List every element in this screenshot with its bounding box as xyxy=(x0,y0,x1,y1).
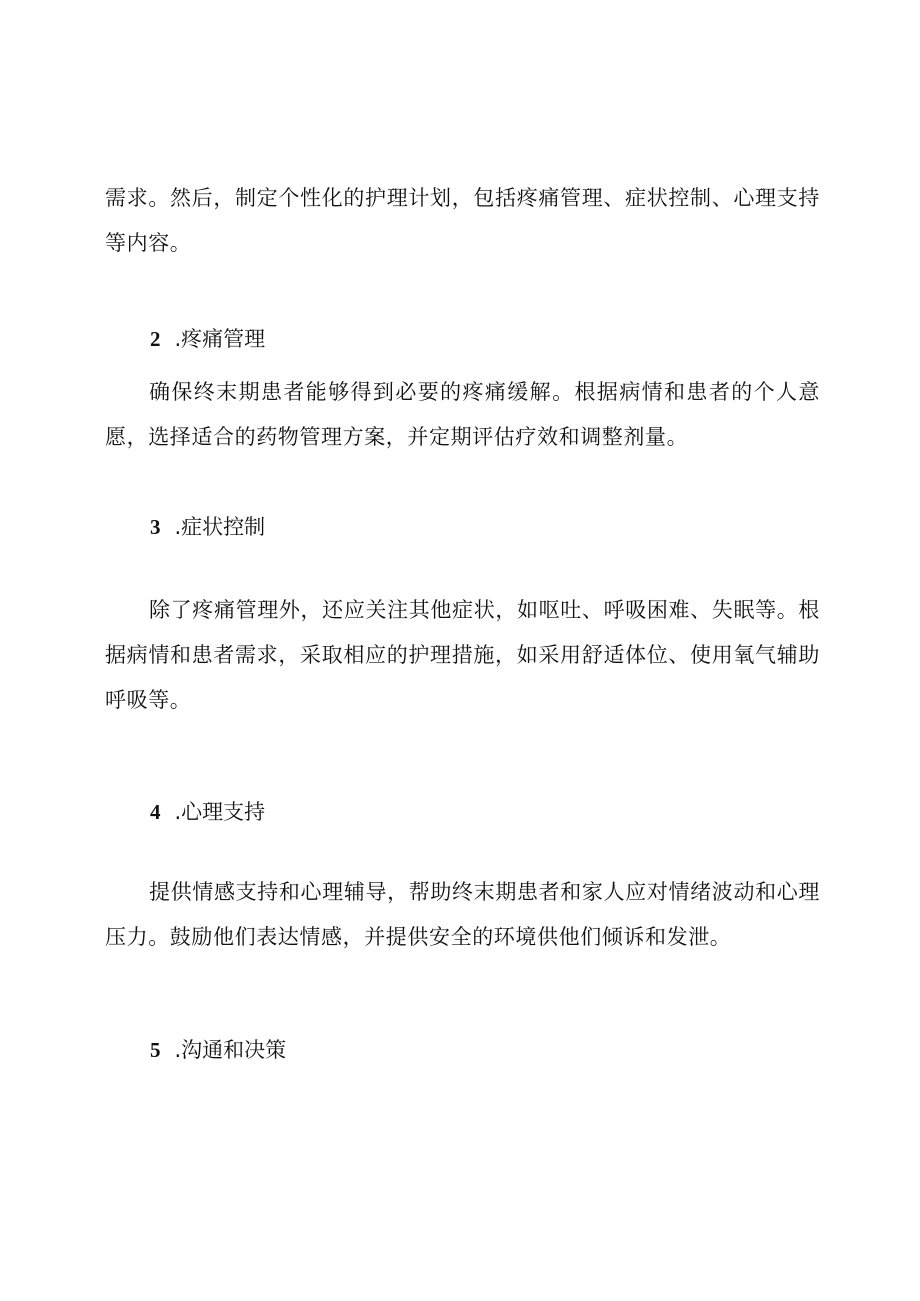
section-5-heading xyxy=(150,1035,286,1065)
section-4-title: .心理支持 xyxy=(174,800,266,824)
section-2-number: 2 xyxy=(150,327,161,351)
section-2-heading xyxy=(150,324,265,354)
section-4-heading xyxy=(150,797,265,827)
continuation-paragraph: 需求。然后，制定个性化的护理计划，包括疼痛管理、症状控制、心理支持等内容。 xyxy=(105,186,820,255)
section-4-paragraph: 提供情感支持和心理辅导，帮助终末期患者和家人应对情绪波动和心理压力。鼓励他们表达情感，并提供安全的环境供他们倾诉和发泄。 xyxy=(105,880,820,949)
section-5-number: 5 xyxy=(150,1038,161,1062)
section-3-heading xyxy=(150,512,265,542)
section-3-number: 3 xyxy=(150,515,161,539)
section-2-title: .疼痛管理 xyxy=(174,327,266,351)
section-2-paragraph: 确保终末期患者能够得到必要的疼痛缓解。根据病情和患者的个人意愿，选择适合的药物管理方案，并定期评估疗效和调整剂量。 xyxy=(105,380,820,449)
section-4-number: 4 xyxy=(150,800,161,824)
section-3-paragraph: 除了疼痛管理外，还应关注其他症状，如呕吐、呼吸困难、失眠等。根据病情和患者需求，采取相应的护理措施，如采用舒适体位、使用氧气辅助呼吸等。 xyxy=(105,598,820,712)
section-3-title: .症状控制 xyxy=(174,515,266,539)
section-5-title: .沟通和决策 xyxy=(174,1038,287,1062)
